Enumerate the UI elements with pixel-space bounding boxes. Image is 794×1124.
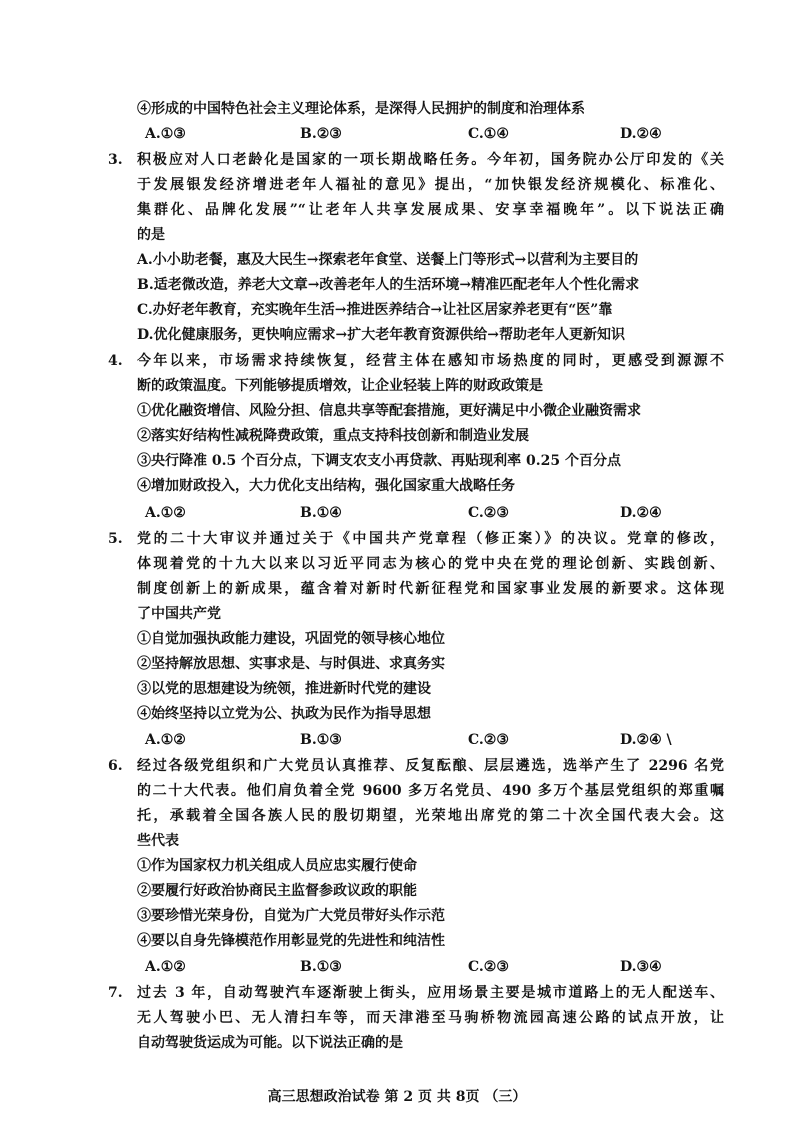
q2-item-4: ④形成的中国特色社会主义理论体系，是深得人民拥护的制度和治理体系 [137,101,585,117]
q4-item-2: ②落实好结构性减税降费政策，重点支持科技创新和制造业发展 [137,428,529,444]
q4-option-a: A.①② [145,505,186,521]
q3-choice-b: B.适老微改造，养老大文章→改善老年人的生活环境→精准匹配老年人个性化需求 [137,277,640,293]
q6-option-c: C.②③ [468,959,509,975]
q6-option-b: B.①③ [300,959,342,975]
q5-item-2: ②坚持解放思想、实事求是、与时俱进、求真务实 [137,656,445,672]
q4-options [145,501,705,526]
page-footer: 高三思想政治试卷 第 2 页 共 8页 （三） [267,1089,527,1105]
q6-options [145,955,705,980]
q2-option-d: D.②④ [620,126,662,142]
q5-number: 5. [108,531,123,547]
q2-option-a: A.①③ [145,126,186,142]
q4-option-d: D.②④ [620,505,662,521]
q3-choice-a: A.小小助老餐，惠及大民生→探索老年食堂、送餐上门等形式→以营利为主要目的 [137,252,639,268]
q5-options [145,728,705,753]
q4-option-b: B.①④ [300,505,342,521]
q6-item-2: ②要履行好政治协商民主监督参政议政的职能 [137,883,417,899]
q6-stem-line-4: 些代表 [137,833,179,849]
q5-stem-line-4: 了中国共产党 [137,606,221,622]
q4-number: 4. [108,353,123,369]
q3-stem-line-3: 集群化、品牌化发展”“让老年人共享发展成果、安享幸福晚年”。以下说法正确 [137,202,724,218]
q7-stem-line-2: 无人驾驶小巴、无人清扫车等，而天津港至马驹桥物流园高速公路的试点开放，让 [137,1010,724,1026]
q3-stem-line-1: 积极应对人口老龄化是国家的一项长期战略任务。今年初，国务院办公厅印发的《关 [137,152,724,168]
q7-stem-line-3: 自动驾驶货运成为可能。以下说法正确的是 [137,1035,403,1051]
q4-stem-line-1: 今年以来，市场需求持续恢复，经营主体在感知市场热度的同时，更感受到源源不 [137,353,724,369]
q3-choice-d: D.优化健康服务，更快响应需求→扩大老年教育资源供给→帮助老年人更新知识 [137,327,625,343]
q5-option-c: C.②③ [468,732,509,748]
q3-stem-line-4: 的是 [137,227,165,243]
q5-option-d: D.②④ \ [620,732,672,748]
q7-stem-line-1: 过去 3 年，自动驾驶汽车逐渐驶上街头，应用场景主要是城市道路上的无人配送车、 [137,985,724,1001]
q4-stem-line-2: 断的政策温度。下列能够提质增效，让企业轻装上阵的财政政策是 [137,378,543,394]
q5-option-a: A.①② [145,732,186,748]
q5-stem-line-2: 体现着党的十九大以来以习近平同志为核心的党中央在党的理论创新、实践创新、 [137,556,724,572]
q5-stem-line-3: 制度创新上的新成果，蕴含着对新时代新征程党和国家事业发展的新要求。这体现 [137,581,724,597]
q4-item-3: ③央行降准 0.5 个百分点，下调支农支小再贷款、再贴现利率 0.25 个百分点 [137,453,621,469]
q2-option-c: C.①④ [468,126,509,142]
q6-option-d: D.③④ [620,959,662,975]
q4-item-1: ①优化融资增信、风险分担、信息共享等配套措施，更好满足中小微企业融资需求 [137,403,641,419]
q6-stem-line-2: 的二十大代表。他们肩负着全党 9600 多万名党员、490 多万个基层党组织的郑重嘱 [137,783,724,799]
q3-number: 3. [108,152,123,168]
q6-stem-line-1: 经过各级党组织和广大党员认真推荐、反复酝酿、层层遴选，选举产生了 2296 名党 [137,758,724,774]
q5-item-4: ④始终坚持以立党为公、执政为民作为指导思想 [137,706,431,722]
q6-item-1: ①作为国家权力机关组成人员应忠实履行使命 [137,858,417,874]
q4-item-4: ④增加财政投入，大力优化支出结构，强化国家重大战略任务 [137,478,515,494]
q5-option-b: B.①③ [300,732,342,748]
q6-stem-line-3: 托，承载着全国各族人民的殷切期望，光荣地出席党的第二十次全国代表大会。这 [137,808,724,824]
q3-choice-c: C.办好老年教育，充实晚年生活→推进医养结合→让社区居家养老更有“医”靠 [137,302,613,318]
q6-item-4: ④要以自身先锋模范作用彰显党的先进性和纯洁性 [137,933,445,949]
q5-item-1: ①自觉加强执政能力建设，巩固党的领导核心地位 [137,631,445,647]
q6-number: 6. [108,758,123,774]
q4-option-c: C.②③ [468,505,509,521]
q6-item-3: ③要珍惜光荣身份，自觉为广大党员带好头作示范 [137,908,445,924]
q3-stem-line-2: 于发展银发经济增进老年人福祉的意见》提出，“加快银发经济规模化、标准化、 [137,177,724,193]
q5-stem-line-1: 党的二十大审议并通过关于《中国共产党章程（修正案）》的决议。党章的修改， [137,531,724,547]
q5-item-3: ③以党的思想建设为统领，推进新时代党的建设 [137,681,431,697]
q6-option-a: A.①② [145,959,186,975]
q2-option-b: B.②③ [300,126,342,142]
q2-options [145,122,705,147]
q7-number: 7. [108,985,123,1001]
